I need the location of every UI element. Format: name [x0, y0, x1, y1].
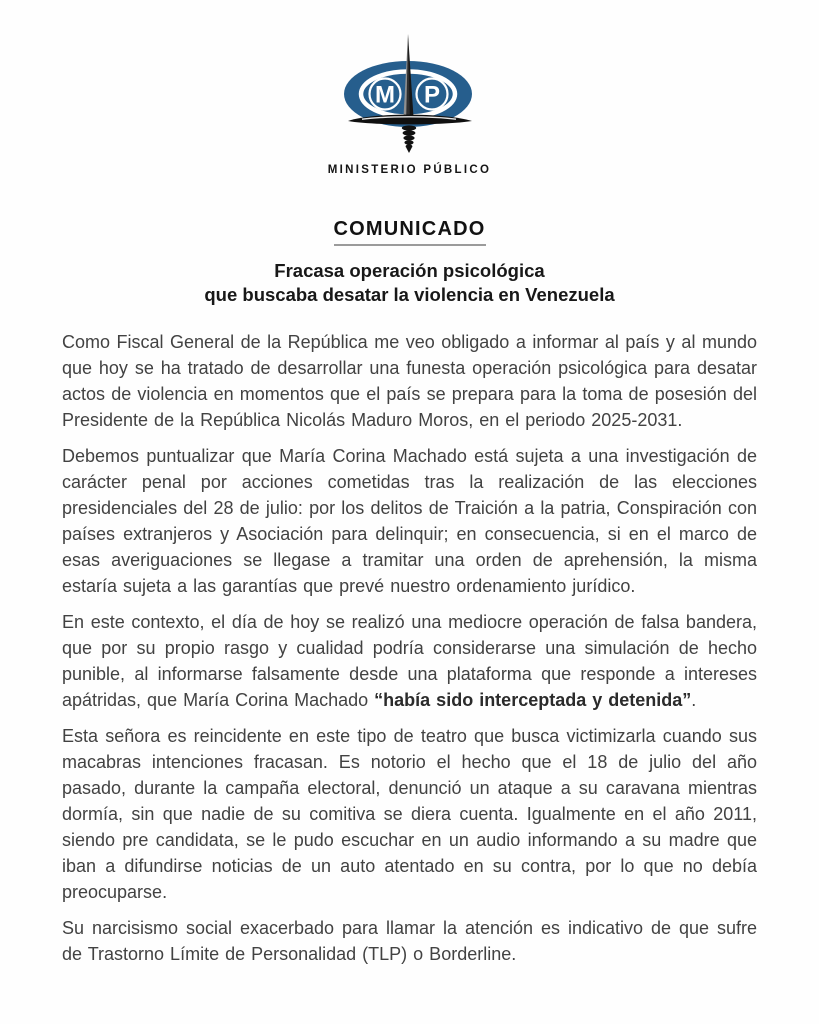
body-text [0, 329, 819, 967]
body-paragraph [62, 723, 757, 905]
logo-caption: MINISTERIO PÚBLICO [327, 164, 492, 176]
text-segment: Esta señora es reincidente en este tipo de teatro que busca victimizarla cuando sus macabras intenciones fracasan. Es notorio el hecho que el 18 de julio del año pasado, durante la campaña electoral, denunció un ataque a su caravana mientras dormía, sin que nadie de su comitiva se diera cuenta. Igualmente en el año 2011, siendo pre candidata, se le pudo escuchar en un audio informando a su madre que iban a difundirse noticias de un auto atentado en su contra, por lo que no debía preocuparse. [62, 726, 757, 902]
logo-letter-m: M [374, 81, 395, 109]
text-segment: En este contexto, el día de hoy se realizó una mediocre operación de falsa bandera, que por su propio rasgo y cualidad podría considerarse una simulación de hecho punible, al informarse falsamente desde una plataforma que responde a intereses apátridas, que María Corina Machado [62, 612, 757, 710]
text-segment: Su narcisismo social exacerbado para llamar la atención es indicativo de que sufre de Trastorno Límite de Personalidad (TLP) o Borderline. [62, 918, 757, 964]
document-subtitle [0, 259, 819, 306]
ministerio-publico-logo [0, 0, 819, 176]
body-paragraph [62, 915, 757, 967]
subtitle-line-2: que buscaba desatar la violencia en Venezuela [204, 283, 615, 305]
body-paragraph [62, 329, 757, 433]
bold-phrase: “había sido interceptada y detenida” [374, 690, 692, 710]
text-segment: . [691, 690, 697, 710]
subtitle-line-1: Fracasa operación psicológica [274, 260, 545, 281]
text-segment: Como Fiscal General de la República me veo obligado a informar al país y al mundo que hoy se ha tratado de desarrollar una funesta operación psicológica para desatar actos de violencia en momentos que el país se prepara para la toma de posesión del Presidente de la República Nicolás Maduro Moros, en el periodo 2025-2031. [62, 332, 757, 430]
logo-letter-p: P [423, 81, 440, 109]
text-segment: Debemos puntualizar que María Corina Machado está sujeta a una investigación de carácter penal por acciones cometidas tras la realización de las elecciones presidenciales del 28 de julio: por los delitos de Traición a la patria, Conspiración con países extranjeros y Asociación para delinquir; en consecuencia, si en el marco de esas averiguaciones se llegase a tramitar una orden de aprehensión, la misma estaría sujeta a las garantías que prevé nuestro ordenamiento jurídico. [62, 446, 757, 596]
document-title: COMUNICADO [334, 218, 486, 246]
mp-seal-icon [322, 32, 498, 154]
body-paragraph [62, 443, 757, 599]
body-paragraph [62, 609, 757, 713]
